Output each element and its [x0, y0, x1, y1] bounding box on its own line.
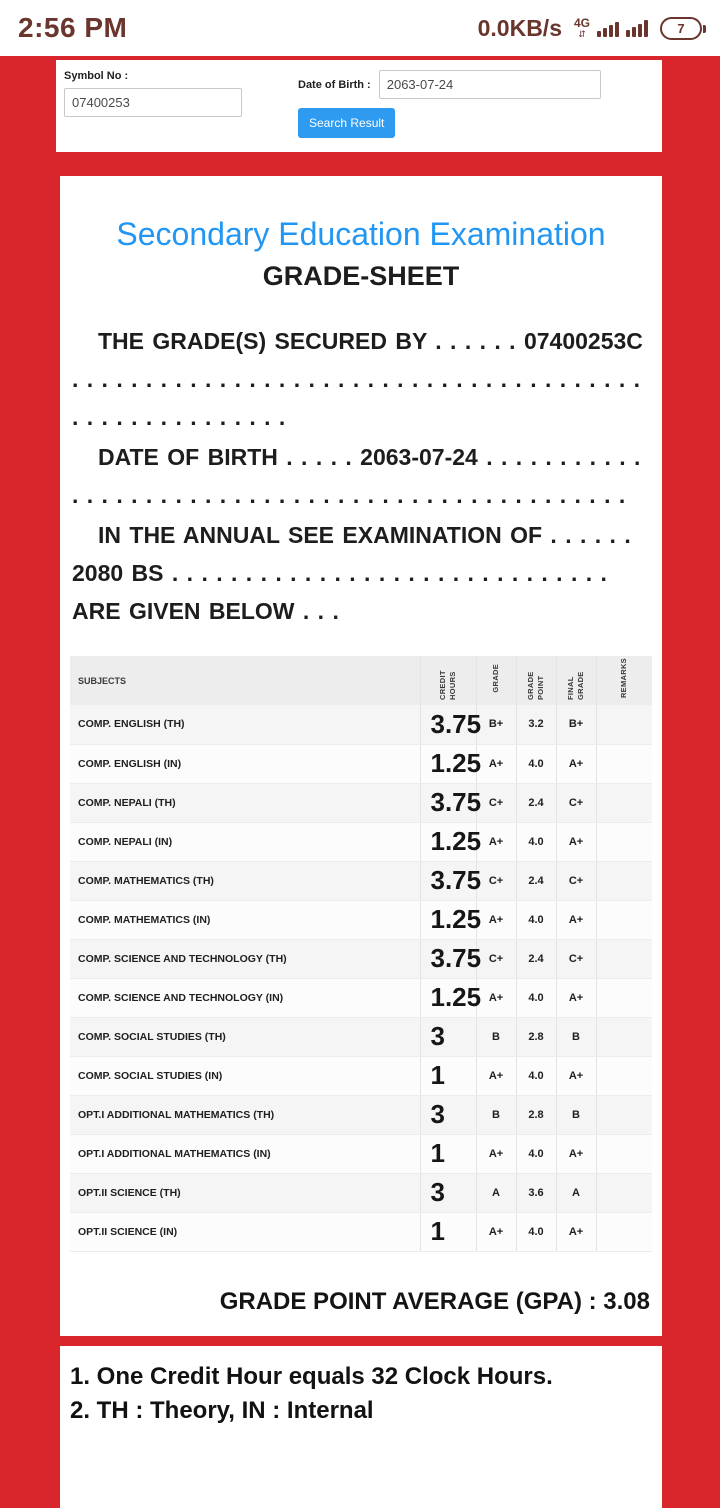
table-row — [70, 1056, 652, 1095]
cell-remarks — [596, 978, 652, 1017]
table-row — [70, 861, 652, 900]
table-row — [70, 1173, 652, 1212]
cell-final-grade: A — [556, 1173, 596, 1212]
clock: 2:56 PM — [18, 12, 128, 43]
cell-remarks — [596, 861, 652, 900]
table-row — [70, 822, 652, 861]
dob-input[interactable] — [379, 70, 601, 99]
date-of-birth-line: DATE OF BIRTH . . . . . 2063-07-24 . . . . . . . . . . . . . . . . . . . . . . . . . . . . . . . . . . . . . . . . . . . . . . . . . — [72, 444, 641, 508]
grade-table — [70, 656, 652, 1252]
secured-by-line: THE GRADE(S) SECURED BY . . . . . . 07400253C . . . . . . . . . . . . . . . . . . . . . . . . . . . . . . . . . . . . . . . . . . . . . . . . . . . . . . — [72, 328, 643, 430]
grade-sheet-card — [60, 176, 662, 1336]
grade-sheet-subtitle: GRADE-SHEET — [262, 261, 460, 291]
header-grade-point — [516, 656, 556, 705]
table-row — [70, 900, 652, 939]
grade-table-body — [70, 705, 652, 1251]
cell-remarks — [596, 744, 652, 783]
cell-final-grade: C+ — [556, 861, 596, 900]
cell-final-grade: A+ — [556, 822, 596, 861]
cell-credit-hours: 3.75 — [420, 705, 476, 744]
cell-grade: A+ — [476, 1212, 516, 1251]
header-final-grade — [556, 656, 596, 705]
cell-final-grade: B — [556, 1017, 596, 1056]
status-icons — [478, 15, 702, 42]
symbol-no-group — [64, 70, 242, 117]
notes-section — [60, 1346, 662, 1508]
cell-grade-point: 2.4 — [516, 783, 556, 822]
cell-grade-point: 4.0 — [516, 900, 556, 939]
cell-final-grade: C+ — [556, 939, 596, 978]
cell-grade: B+ — [476, 705, 516, 744]
cell-subject: OPT.II SCIENCE (TH) — [70, 1173, 420, 1212]
cell-grade-point: 4.0 — [516, 1212, 556, 1251]
cell-final-grade: A+ — [556, 1212, 596, 1251]
cell-subject: COMP. ENGLISH (IN) — [70, 744, 420, 783]
cell-remarks — [596, 939, 652, 978]
data-transfer-arrows-icon: ⇵ — [578, 29, 586, 39]
header-credit-hours-label: CREDIT HOURS — [438, 670, 457, 700]
header-subjects: SUBJECTS — [70, 656, 420, 705]
cell-grade-point: 4.0 — [516, 1134, 556, 1173]
symbol-no-label: Symbol No : — [64, 70, 129, 82]
symbol-no-input[interactable] — [64, 88, 242, 117]
cell-remarks — [596, 1134, 652, 1173]
header-grade-point-label: GRADE POINT — [526, 671, 545, 700]
page-title: Secondary Education Examination — [116, 216, 606, 252]
table-row — [70, 1134, 652, 1173]
cell-subject: COMP. SOCIAL STUDIES (IN) — [70, 1056, 420, 1095]
cell-credit-hours: 1 — [420, 1212, 476, 1251]
cell-credit-hours: 1.25 — [420, 744, 476, 783]
cell-grade: A+ — [476, 1056, 516, 1095]
cell-grade: C+ — [476, 939, 516, 978]
cell-credit-hours: 1 — [420, 1056, 476, 1095]
cell-grade: B — [476, 1095, 516, 1134]
cell-subject: COMP. NEPALI (TH) — [70, 783, 420, 822]
battery-percent: 7 — [677, 20, 685, 36]
table-row — [70, 705, 652, 744]
cell-remarks — [596, 783, 652, 822]
cell-grade: C+ — [476, 783, 516, 822]
cell-final-grade: A+ — [556, 1056, 596, 1095]
cell-subject: COMP. ENGLISH (TH) — [70, 705, 420, 744]
status-bar — [0, 0, 720, 56]
cell-credit-hours: 3.75 — [420, 861, 476, 900]
cell-remarks — [596, 1056, 652, 1095]
cell-subject: COMP. SOCIAL STUDIES (TH) — [70, 1017, 420, 1056]
signal-bars-icon — [597, 19, 619, 37]
cell-grade-point: 4.0 — [516, 744, 556, 783]
cell-grade: A+ — [476, 744, 516, 783]
cell-grade-point: 2.8 — [516, 1095, 556, 1134]
cell-grade: A+ — [476, 1134, 516, 1173]
table-row — [70, 978, 652, 1017]
cell-final-grade: B — [556, 1095, 596, 1134]
cell-grade-point: 2.4 — [516, 939, 556, 978]
cell-final-grade: A+ — [556, 900, 596, 939]
cell-subject: OPT.I ADDITIONAL MATHEMATICS (IN) — [70, 1134, 420, 1173]
cell-subject: OPT.I ADDITIONAL MATHEMATICS (TH) — [70, 1095, 420, 1134]
cell-subject: COMP. SCIENCE AND TECHNOLOGY (IN) — [70, 978, 420, 1017]
cell-grade-point: 4.0 — [516, 978, 556, 1017]
cell-grade-point: 2.8 — [516, 1017, 556, 1056]
cell-grade-point: 4.0 — [516, 1056, 556, 1095]
search-form-card — [56, 60, 662, 152]
cell-credit-hours: 3.75 — [420, 783, 476, 822]
note-th-in: 2. TH : Theory, IN : Internal — [70, 1396, 374, 1424]
table-header-row — [70, 656, 652, 705]
cell-grade-point: 3.6 — [516, 1173, 556, 1212]
table-row — [70, 939, 652, 978]
table-row — [70, 1017, 652, 1056]
cell-final-grade: A+ — [556, 978, 596, 1017]
cell-grade: C+ — [476, 861, 516, 900]
header-remarks-label: REMARKS — [619, 657, 629, 699]
cell-grade: A+ — [476, 978, 516, 1017]
cell-credit-hours: 3 — [420, 1017, 476, 1056]
cell-final-grade: A+ — [556, 744, 596, 783]
cell-remarks — [596, 822, 652, 861]
cell-grade-point: 3.2 — [516, 705, 556, 744]
cell-final-grade: C+ — [556, 783, 596, 822]
cell-final-grade: A+ — [556, 1134, 596, 1173]
header-credit-hours — [420, 656, 476, 705]
cell-subject: COMP. MATHEMATICS (IN) — [70, 900, 420, 939]
note-credit-hours: 1. One Credit Hour equals 32 Clock Hours. — [70, 1362, 553, 1390]
network-type — [574, 17, 590, 39]
gpa-summary: GRADE POINT AVERAGE (GPA) : 3.08 — [219, 1287, 650, 1315]
cell-subject: COMP. SCIENCE AND TECHNOLOGY (TH) — [70, 939, 420, 978]
cell-credit-hours: 3 — [420, 1173, 476, 1212]
header-grade-label: GRADE — [491, 663, 501, 693]
cell-subject: COMP. NEPALI (IN) — [70, 822, 420, 861]
cell-credit-hours: 1.25 — [420, 978, 476, 1017]
cell-remarks — [596, 1212, 652, 1251]
dob-group — [298, 70, 601, 138]
search-result-button[interactable]: Search Result — [298, 108, 395, 138]
cell-credit-hours: 1 — [420, 1134, 476, 1173]
cell-remarks — [596, 705, 652, 744]
cell-grade: A+ — [476, 900, 516, 939]
cell-grade: A+ — [476, 822, 516, 861]
cell-grade-point: 2.4 — [516, 861, 556, 900]
cell-subject: COMP. MATHEMATICS (TH) — [70, 861, 420, 900]
header-remarks — [596, 656, 652, 705]
battery-icon — [660, 17, 702, 40]
network-speed: 0.0KB/s — [477, 14, 562, 41]
table-row — [70, 1212, 652, 1251]
cell-final-grade: B+ — [556, 705, 596, 744]
table-row — [70, 1095, 652, 1134]
table-row — [70, 783, 652, 822]
cell-credit-hours: 1.25 — [420, 822, 476, 861]
exam-year-line: IN THE ANNUAL SEE EXAMINATION OF . . . . . . 2080 BS . . . . . . . . . . . . . . . . . . . . . . . . . . . . . . ARE GIVEN BELOW . . . — [72, 522, 631, 624]
cell-grade: B — [476, 1017, 516, 1056]
cell-remarks — [596, 900, 652, 939]
cell-subject: OPT.II SCIENCE (IN) — [70, 1212, 420, 1251]
signal-bars-icon-2 — [626, 19, 648, 37]
cell-credit-hours: 3 — [420, 1095, 476, 1134]
header-grade — [476, 656, 516, 705]
header-final-grade-label: FINAL GRADE — [566, 671, 585, 700]
network-type-label: 4G — [573, 16, 590, 30]
cell-credit-hours: 3.75 — [420, 939, 476, 978]
dob-label: Date of Birth : — [298, 78, 371, 91]
cell-credit-hours: 1.25 — [420, 900, 476, 939]
cell-remarks — [596, 1173, 652, 1212]
cell-grade-point: 4.0 — [516, 822, 556, 861]
cell-grade: A — [476, 1173, 516, 1212]
cell-remarks — [596, 1095, 652, 1134]
cell-remarks — [596, 1017, 652, 1056]
table-row — [70, 744, 652, 783]
